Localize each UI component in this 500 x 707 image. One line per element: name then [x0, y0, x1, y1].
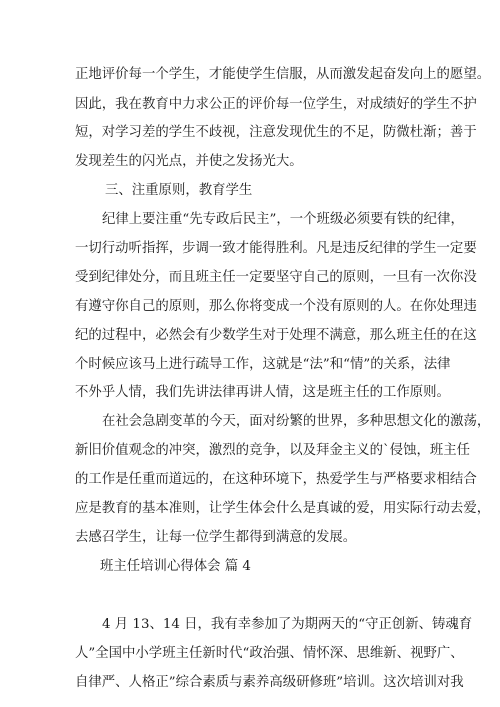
article-heading: 班主任培训心得体会 篇 4 [100, 559, 251, 574]
paragraph-first-line: 4 月 13、14 日，我有幸参加了为期两天的“守正创新、铸魂育 [102, 617, 473, 632]
text-line: 发现差生的闪光点，并使之发扬光大。 [75, 154, 303, 169]
paragraph-first-line: 在社会急剧变革的今天，面对纷繁的世界，多种思想文化的激荡， [102, 414, 491, 429]
text-line: 个时候应该马上进行疏导工作，这就是“法”和“情”的关系，法律 [75, 357, 451, 372]
text-line: 纪的过程中，必然会有少数学生对于处理不满意，那么班主任的在这 [75, 328, 477, 343]
text-line: 应是教育的基本准则，让学生体会什么是真诚的爱，用实际行动去爱， [75, 501, 491, 516]
text-line: 自律严、人格正”综合素质与素养高级研修班”培训。这次培训对我 [75, 675, 464, 690]
text-line: 有遵守你自己的原则，那么你将变成一个没有原则的人。在你处理违 [75, 299, 477, 314]
text-line: 因此，我在教育中力求公正的评价每一位学生，对成绩好的学生不护 [75, 97, 477, 112]
paragraph-first-line: 纪律上要注重“先专政后民主”，一个班级必须要有铁的纪律， [102, 212, 464, 227]
text-line: 正地评价每一个学生，才能使学生信服，从而激发起奋发向上的愿望。 [75, 67, 491, 82]
text-line: 去感召学生，让每一位学生都得到满意的发展。 [75, 530, 357, 545]
section-heading: 三、注重原则，教育学生 [105, 183, 253, 198]
text-line: 人”全国中小学班主任新时代“政治强、情怀深、思维新、视野广、 [75, 646, 464, 661]
text-line: 新旧价值观念的冲突，激烈的竞争，以及拜金主义的`侵蚀，班主任 [75, 443, 471, 458]
text-line: 一切行动听指挥，步调一致才能得胜利。凡是违反纪律的学生一定要 [75, 241, 477, 256]
text-line: 受到纪律处分，而且班主任一定要坚守自己的原则，一旦有一次你没 [75, 270, 477, 285]
text-line: 短，对学习差的学生不歧视，注意发现优生的不足，防微杜渐；善于 [75, 125, 477, 140]
text-line: 不外乎人情，我们先讲法律再讲人情，这是班主任的工作原则。 [75, 385, 450, 400]
text-line: 的工作是任重而道远的，在这种环境下，热爱学生与严格要求相结合 [75, 472, 477, 487]
